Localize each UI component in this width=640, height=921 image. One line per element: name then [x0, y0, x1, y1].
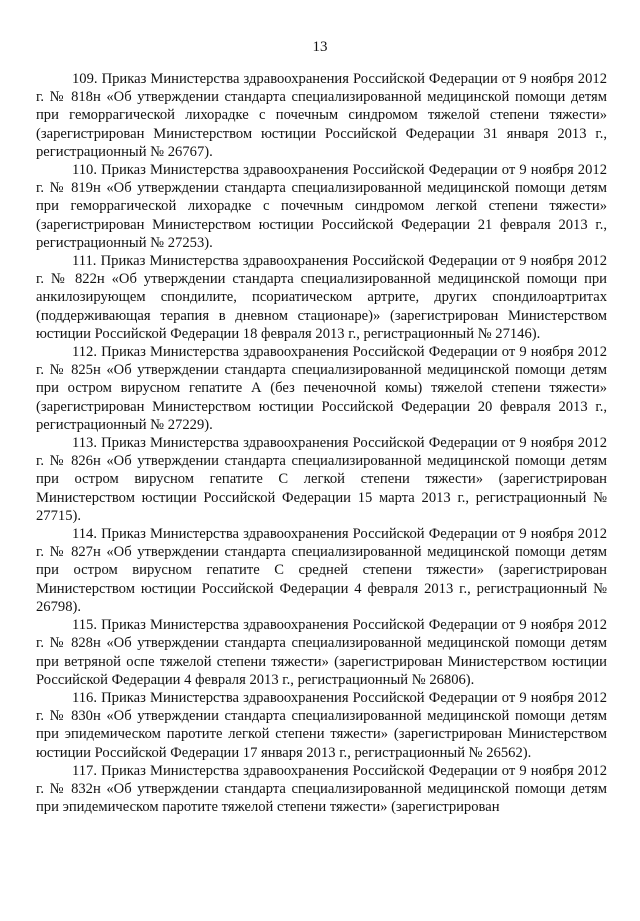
- paragraph-111: 111. Приказ Министерства здравоохранения Российской Федерации от 9 ноября 2012 г. № 822н «Об утверждении стандарта специализированной медицинской помощи при анкилозирующем спондилите, псориатическом артрите, других спондилоартритах (поддерживающая терапия в дневном стационаре)» (зарегистрирован Министерством юстиции Российской Федерации 18 февраля 2013 г., регистрационный № 27146).: [36, 253, 607, 342]
- paragraph-117: 117. Приказ Министерства здравоохранения Российской Федерации от 9 ноября 2012 г. № 832н «Об утверждении стандарта специализированной медицинской помощи детям при эпидемическом паротите тяжелой степени тяжести» (зарегистрирован: [36, 762, 607, 816]
- paragraph-113: 113. Приказ Министерства здравоохранения Российской Федерации от 9 ноября 2012 г. № 826н «Об утверждении стандарта специализированной медицинской помощи детям при остром вирусном гепатите С легкой степени тяжести» (зарегистрирован Министерством юстиции Российской Федерации 15 марта 2013 г., регистрационный № 27715).: [36, 435, 607, 524]
- paragraph-115: 115. Приказ Министерства здравоохранения Российской Федерации от 9 ноября 2012 г. № 828н «Об утверждении стандарта специализированной медицинской помощи детям при ветряной оспе тяжелой степени тяжести» (зарегистрирован Министерством юстиции Российской Федерации 4 февраля 2013 г., регистрационный № 26806).: [36, 617, 607, 688]
- paragraph-110: 110. Приказ Министерства здравоохранения Российской Федерации от 9 ноября 2012 г. № 819н «Об утверждении стандарта специализированной медицинской помощи детям при геморрагической лихорадке с почечным синдромом легкой степени тяжести» (зарегистрирован Министерством юстиции Российской Федерации 21 февраля 2013 г., регистрационный № 27253).: [36, 162, 607, 251]
- paragraph-114: 114. Приказ Министерства здравоохранения Российской Федерации от 9 ноября 2012 г. № 827н «Об утверждении стандарта специализированной медицинской помощи детям при остром вирусном гепатите С средней степени тяжести» (зарегистрирован Министерством юстиции Российской Федерации 4 февраля 2013 г., регистрационный № 26798).: [36, 526, 607, 615]
- paragraph-109: 109. Приказ Министерства здравоохранения Российской Федерации от 9 ноября 2012 г. № 818н «Об утверждении стандарта специализированной медицинской помощи детям при геморрагической лихорадке с почечным синдромом тяжелой степени тяжести» (зарегистрирован Министерством юстиции Российской Федерации 31 января 2013 г., регистрационный № 26767).: [36, 71, 607, 160]
- paragraph-116: 116. Приказ Министерства здравоохранения Российской Федерации от 9 ноября 2012 г. № 830н «Об утверждении стандарта специализированной медицинской помощи детям при эпидемическом паротите легкой степени тяжести» (зарегистрирован Министерством юстиции Российской Федерации 17 января 2013 г., регистрационный № 26562).: [36, 689, 607, 761]
- paragraph-112: 112. Приказ Министерства здравоохранения Российской Федерации от 9 ноября 2012 г. № 825н «Об утверждении стандарта специализированной медицинской помощи детям при остром вирусном гепатите А (без печеночной комы) тяжелой степени тяжести» (зарегистрирован Министерством юстиции Российской Федерации 20 февраля 2013 г., регистрационный № 27229).: [36, 344, 607, 433]
- page-number: 13: [312, 39, 328, 55]
- document-body: [36, 70, 607, 816]
